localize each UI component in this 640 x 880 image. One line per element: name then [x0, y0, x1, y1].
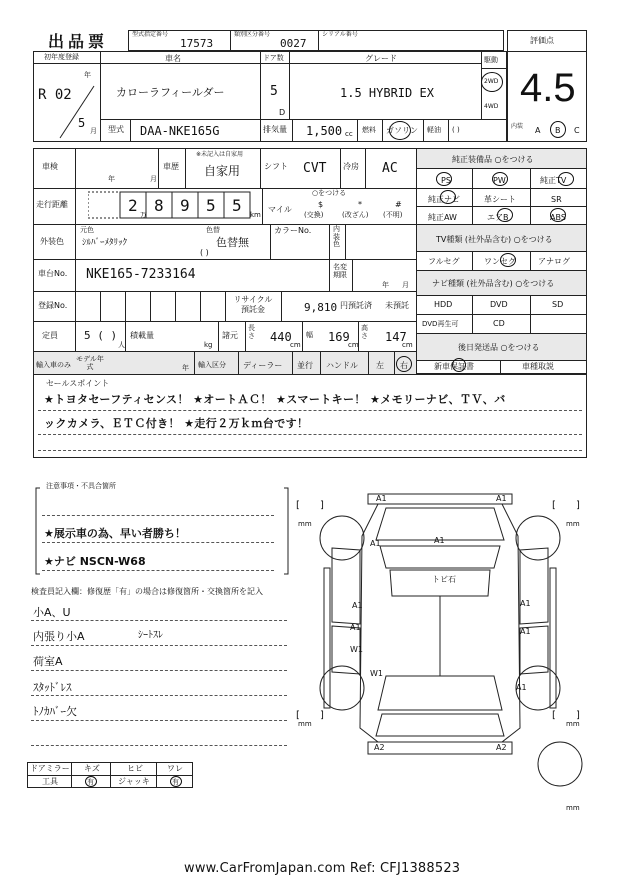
displacement: 1,500: [306, 124, 343, 138]
ac-type: AC: [382, 161, 398, 176]
sales-line-1: ★トヨタセーフティセンス！ ★オートＡＣ！ ★スマートキー！ ★メモリーナビ、ＴＶ、バ: [44, 393, 506, 406]
svg-text:]: ]: [320, 710, 324, 721]
chassis-number: NKE165-7233164: [86, 267, 196, 282]
svg-text:]: ]: [320, 500, 324, 511]
grade-name: 1.5 HYBRID EX: [340, 86, 434, 100]
evaluation-label: 評価点: [530, 36, 554, 45]
interior-grade: B: [555, 126, 561, 135]
note-line-1: ★展示車の為、早い者勝ち！: [44, 527, 186, 540]
sales-line-2: ックカメラ、ＥＴＣ付き！ ★走行２万ｋｍ台です！: [44, 417, 309, 430]
mark-rear-door-left: A1: [350, 623, 361, 632]
mark-rear-door-right: A1: [520, 627, 531, 636]
original-color: ｼﾙﾊﾞｰﾒﾀﾘｯｸ: [82, 238, 128, 248]
serial-label: シリアル番号: [322, 31, 358, 38]
jack-present: 有: [172, 778, 179, 786]
length: 440: [270, 330, 292, 344]
steering-right: 右: [400, 361, 408, 370]
mark-front-fender-left: A1: [370, 539, 381, 548]
sales-points-box: [33, 374, 587, 458]
type-num: 17573: [180, 37, 214, 50]
first-reg-month: 5: [78, 116, 86, 130]
first-reg-label: 初年度登録: [44, 53, 79, 61]
drive-4wd: 4WD: [484, 103, 499, 110]
drive-2wd: 2WD: [484, 78, 499, 85]
svg-text:[: [: [552, 500, 556, 511]
mark-quarter-right: A1: [516, 683, 527, 692]
svg-text:mm: mm: [566, 720, 580, 728]
footer-ref: www.CarFromJapan.com Ref: CFJ1388523: [184, 861, 461, 876]
form-title: 出品票: [48, 32, 109, 51]
class-num: 0027: [280, 37, 307, 50]
mark-front-bumper-left: A1: [376, 494, 387, 503]
car-name: カローラフィールダー: [116, 86, 225, 99]
mark-front-door-left: A1: [352, 601, 363, 610]
car-damage-diagram: [290, 478, 590, 818]
model-code: DAA-NKE165G: [140, 124, 220, 138]
width: 169: [328, 330, 350, 344]
mark-rear-bumper-left: A2: [374, 743, 385, 752]
inspector-line-1: 小A、U: [33, 606, 71, 619]
note-line-2: ★ナビ NSCN-W68: [44, 555, 146, 568]
svg-text:]: ]: [576, 500, 580, 511]
mark-rear-bumper-right: A2: [496, 743, 507, 752]
class-num-label: 類別区分番号: [234, 31, 271, 38]
doors: 5: [270, 84, 278, 99]
evaluation-grade: 4.5: [520, 66, 576, 110]
usage-type: 自家用: [204, 164, 241, 178]
mark-rear-left-w1: W1: [350, 645, 363, 654]
inspector-label: 検査員記入欄：修復歴「有」の場合は修復箇所・交換箇所を記入: [31, 587, 263, 596]
svg-text:mm: mm: [566, 520, 580, 528]
svg-text:[: [: [552, 710, 556, 721]
mark-hood: A1: [434, 536, 445, 545]
inspector-line-2a: 内張り小A: [33, 630, 85, 643]
inspector-line-5: ﾄﾉｶﾊﾞｰ欠: [33, 705, 77, 718]
mark-quarter-left-w1: W1: [370, 669, 383, 678]
svg-text:[: [: [296, 500, 300, 511]
mark-front-door-right: A1: [520, 599, 531, 608]
mark-front-bumper-right: A1: [496, 494, 507, 503]
type-num-label: 型式指定番号: [132, 31, 169, 38]
fuel-gasoline: ガソリン: [386, 126, 418, 135]
shift-type: CVT: [303, 161, 327, 176]
fuel-circle: [389, 121, 411, 140]
inspector-line-2b: ｼｰﾄｽﾚ: [138, 630, 163, 641]
color-change: 色替無: [216, 236, 249, 249]
svg-text:[: [: [296, 710, 300, 721]
equipment-title: 純正装備品 ○をつける: [452, 155, 534, 164]
capacity: 5 ( ): [84, 329, 118, 342]
svg-text:mm: mm: [566, 804, 580, 812]
drive-circle: [481, 72, 503, 92]
inspector-line-3: 荷室A: [33, 655, 63, 668]
doc-warranty: 新車保証書: [434, 362, 474, 371]
height: 147: [385, 330, 407, 344]
first-reg-era: R 02: [38, 87, 72, 103]
recycle-fee: 9,810: [304, 301, 338, 314]
tire-mm: mm: [298, 520, 312, 528]
svg-text:]: ]: [576, 710, 580, 721]
tools-present: 有: [87, 778, 94, 786]
inspector-line-4: ｽﾀｯﾄﾞﾚｽ: [33, 681, 72, 694]
svg-text:mm: mm: [298, 720, 312, 728]
mark-windshield-chip: トビ石: [432, 575, 456, 584]
